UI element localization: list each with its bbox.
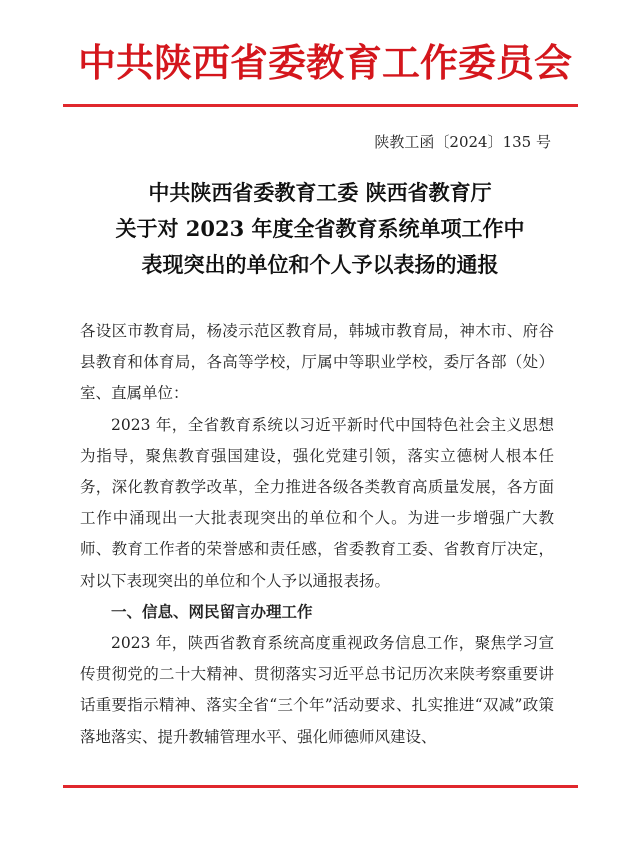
title-line-3: 表现突出的单位和个人予以表扬的通报 bbox=[141, 252, 499, 277]
document-body bbox=[80, 316, 554, 753]
section-heading-1: 一、信息、网民留言办理工作 bbox=[111, 602, 313, 621]
document-title bbox=[60, 175, 580, 283]
red-footer-rule bbox=[63, 785, 578, 788]
document-number: 陕教工函〔2024〕135 号 bbox=[374, 133, 551, 151]
title-line-2: 关于对 2023 年度全省教育系统单项工作中 bbox=[115, 216, 525, 241]
addressee-paragraph: 各设区市教育局，杨凌示范区教育局，韩城市教育局，神木市、府谷县教育和体育局，各高等学校，厅属中等职业学校，委厅各部（处）室、直属单位： bbox=[80, 322, 554, 403]
body-paragraph-1: 2023 年，全省教育系统以习近平新时代中国特色社会主义思想为指导，聚焦教育强国建设，强化党建引领，落实立德树人根本任务，深化教育教学改革，全力推进各级各类教育高质量发展，各方面工作中涌现出一大批表现突出的单位和个人。为进一步增强广大教师、教育工作者的荣誉感和责任感，省委教育工委、省教育厅决定，对以下表现突出的单位和个人予以通报表扬。 bbox=[80, 415, 554, 590]
body-paragraph-2: 2023 年，陕西省教育系统高度重视政务信息工作，聚焦学习宣传贯彻党的二十大精神、贯彻落实习近平总书记历次来陕考察重要讲话重要指示精神、落实全省“三个年”活动要求、扎实推进“双减”政策落地落实、提升教辅管理水平、强化师德师风建设、 bbox=[80, 634, 554, 746]
red-header-rule bbox=[63, 104, 578, 107]
issuing-organization-header: 中共陕西省委教育工作委员会 bbox=[77, 40, 572, 85]
title-line-1: 中共陕西省委教育工委 陕西省教育厅 bbox=[148, 180, 492, 205]
